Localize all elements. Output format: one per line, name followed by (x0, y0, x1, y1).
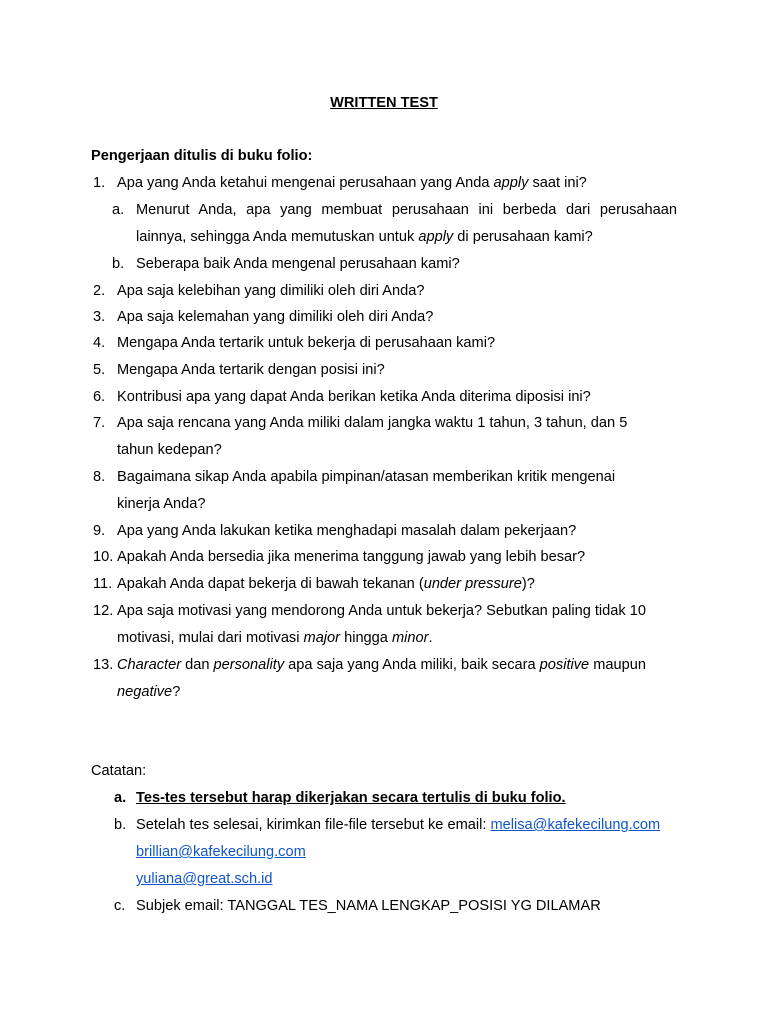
question-text: Apa yang Anda ketahui mengenai perusahaan yang Anda apply saat ini? (117, 175, 587, 191)
question-text: Apa yang Anda lakukan ketika menghadapi masalah dalam pekerjaan? (117, 523, 577, 539)
question-number: 7. (93, 415, 106, 431)
question-text-line-2: motivasi, mulai dari motivasi major hingga minor. (117, 630, 433, 646)
note-text: Setelah tes selesai, kirimkan file-file tersebut ke email: melisa@kafekecilung.com (136, 817, 661, 833)
question-text: Apakah Anda dapat bekerja di bawah tekanan (under pressure)? (117, 576, 535, 592)
note-number: c. (114, 898, 126, 914)
question-text-line-1: Apa saja motivasi yang mendorong Anda untuk bekerja? Sebutkan paling tidak 10 (117, 603, 646, 619)
question-number: 4. (93, 335, 106, 351)
note-number: b. (114, 817, 127, 833)
question-text: Mengapa Anda tertarik untuk bekerja di perusahaan kami? (117, 335, 496, 351)
email-link-melisa[interactable]: melisa@kafekecilung.com (490, 817, 661, 833)
question-number: b. (112, 256, 125, 272)
question-text: Apa saja kelemahan yang dimiliki oleh diri Anda? (117, 309, 434, 325)
document-title: WRITTEN TEST (330, 95, 438, 111)
email-link-yuliana[interactable]: yuliana@great.sch.id (136, 871, 273, 887)
question-number: 6. (93, 389, 106, 405)
question-text-line-1: Bagaimana sikap Anda apabila pimpinan/atasan memberikan kritik mengenai (117, 469, 616, 485)
question-text-line-2: tahun kedepan? (117, 442, 222, 458)
question-text: Apakah Anda bersedia jika menerima tanggung jawab yang lebih besar? (117, 549, 586, 565)
question-number: 5. (93, 362, 106, 378)
question-number: 9. (93, 523, 106, 539)
question-number: 12. (93, 603, 114, 619)
question-number: a. (112, 202, 125, 218)
question-text-line-2: lainnya, sehingga Anda memutuskan untuk apply di perusahaan kami? (136, 229, 593, 245)
question-text-line-1: Menurut Anda, apa yang membuat perusahaan ini berbeda dari perusahaan (136, 202, 677, 218)
email-link-brillian[interactable]: brillian@kafekecilung.com (136, 844, 306, 860)
note-text: Subjek email: TANGGAL TES_NAMA LENGKAP_POSISI YG DILAMAR (136, 898, 601, 914)
question-number: 1. (93, 175, 106, 191)
question-number: 8. (93, 469, 106, 485)
question-number: 2. (93, 283, 106, 299)
question-text-line-1: Apa saja rencana yang Anda miliki dalam jangka waktu 1 tahun, 3 tahun, dan 5 (117, 415, 628, 431)
question-text-line-1: Character dan personality apa saja yang Anda miliki, baik secara positive maupun (117, 657, 646, 673)
question-text: Apa saja kelebihan yang dimiliki oleh diri Anda? (117, 283, 425, 299)
instructions-heading: Pengerjaan ditulis di buku folio: (91, 148, 313, 164)
question-number: 10. (93, 549, 114, 565)
question-number: 13. (93, 657, 114, 673)
question-number: 3. (93, 309, 106, 325)
question-number: 11. (93, 576, 113, 592)
note-number: a. (114, 790, 127, 806)
question-text-line-2: negative? (117, 684, 181, 700)
notes-heading: Catatan: (91, 763, 147, 779)
question-text: Mengapa Anda tertarik dengan posisi ini? (117, 362, 385, 378)
question-text: Seberapa baik Anda mengenal perusahaan kami? (136, 256, 460, 272)
question-text: Kontribusi apa yang dapat Anda berikan ketika Anda diterima diposisi ini? (117, 389, 591, 405)
question-text-line-2: kinerja Anda? (117, 496, 206, 512)
note-text: Tes-tes tersebut harap dikerjakan secara tertulis di buku folio. (136, 790, 566, 806)
